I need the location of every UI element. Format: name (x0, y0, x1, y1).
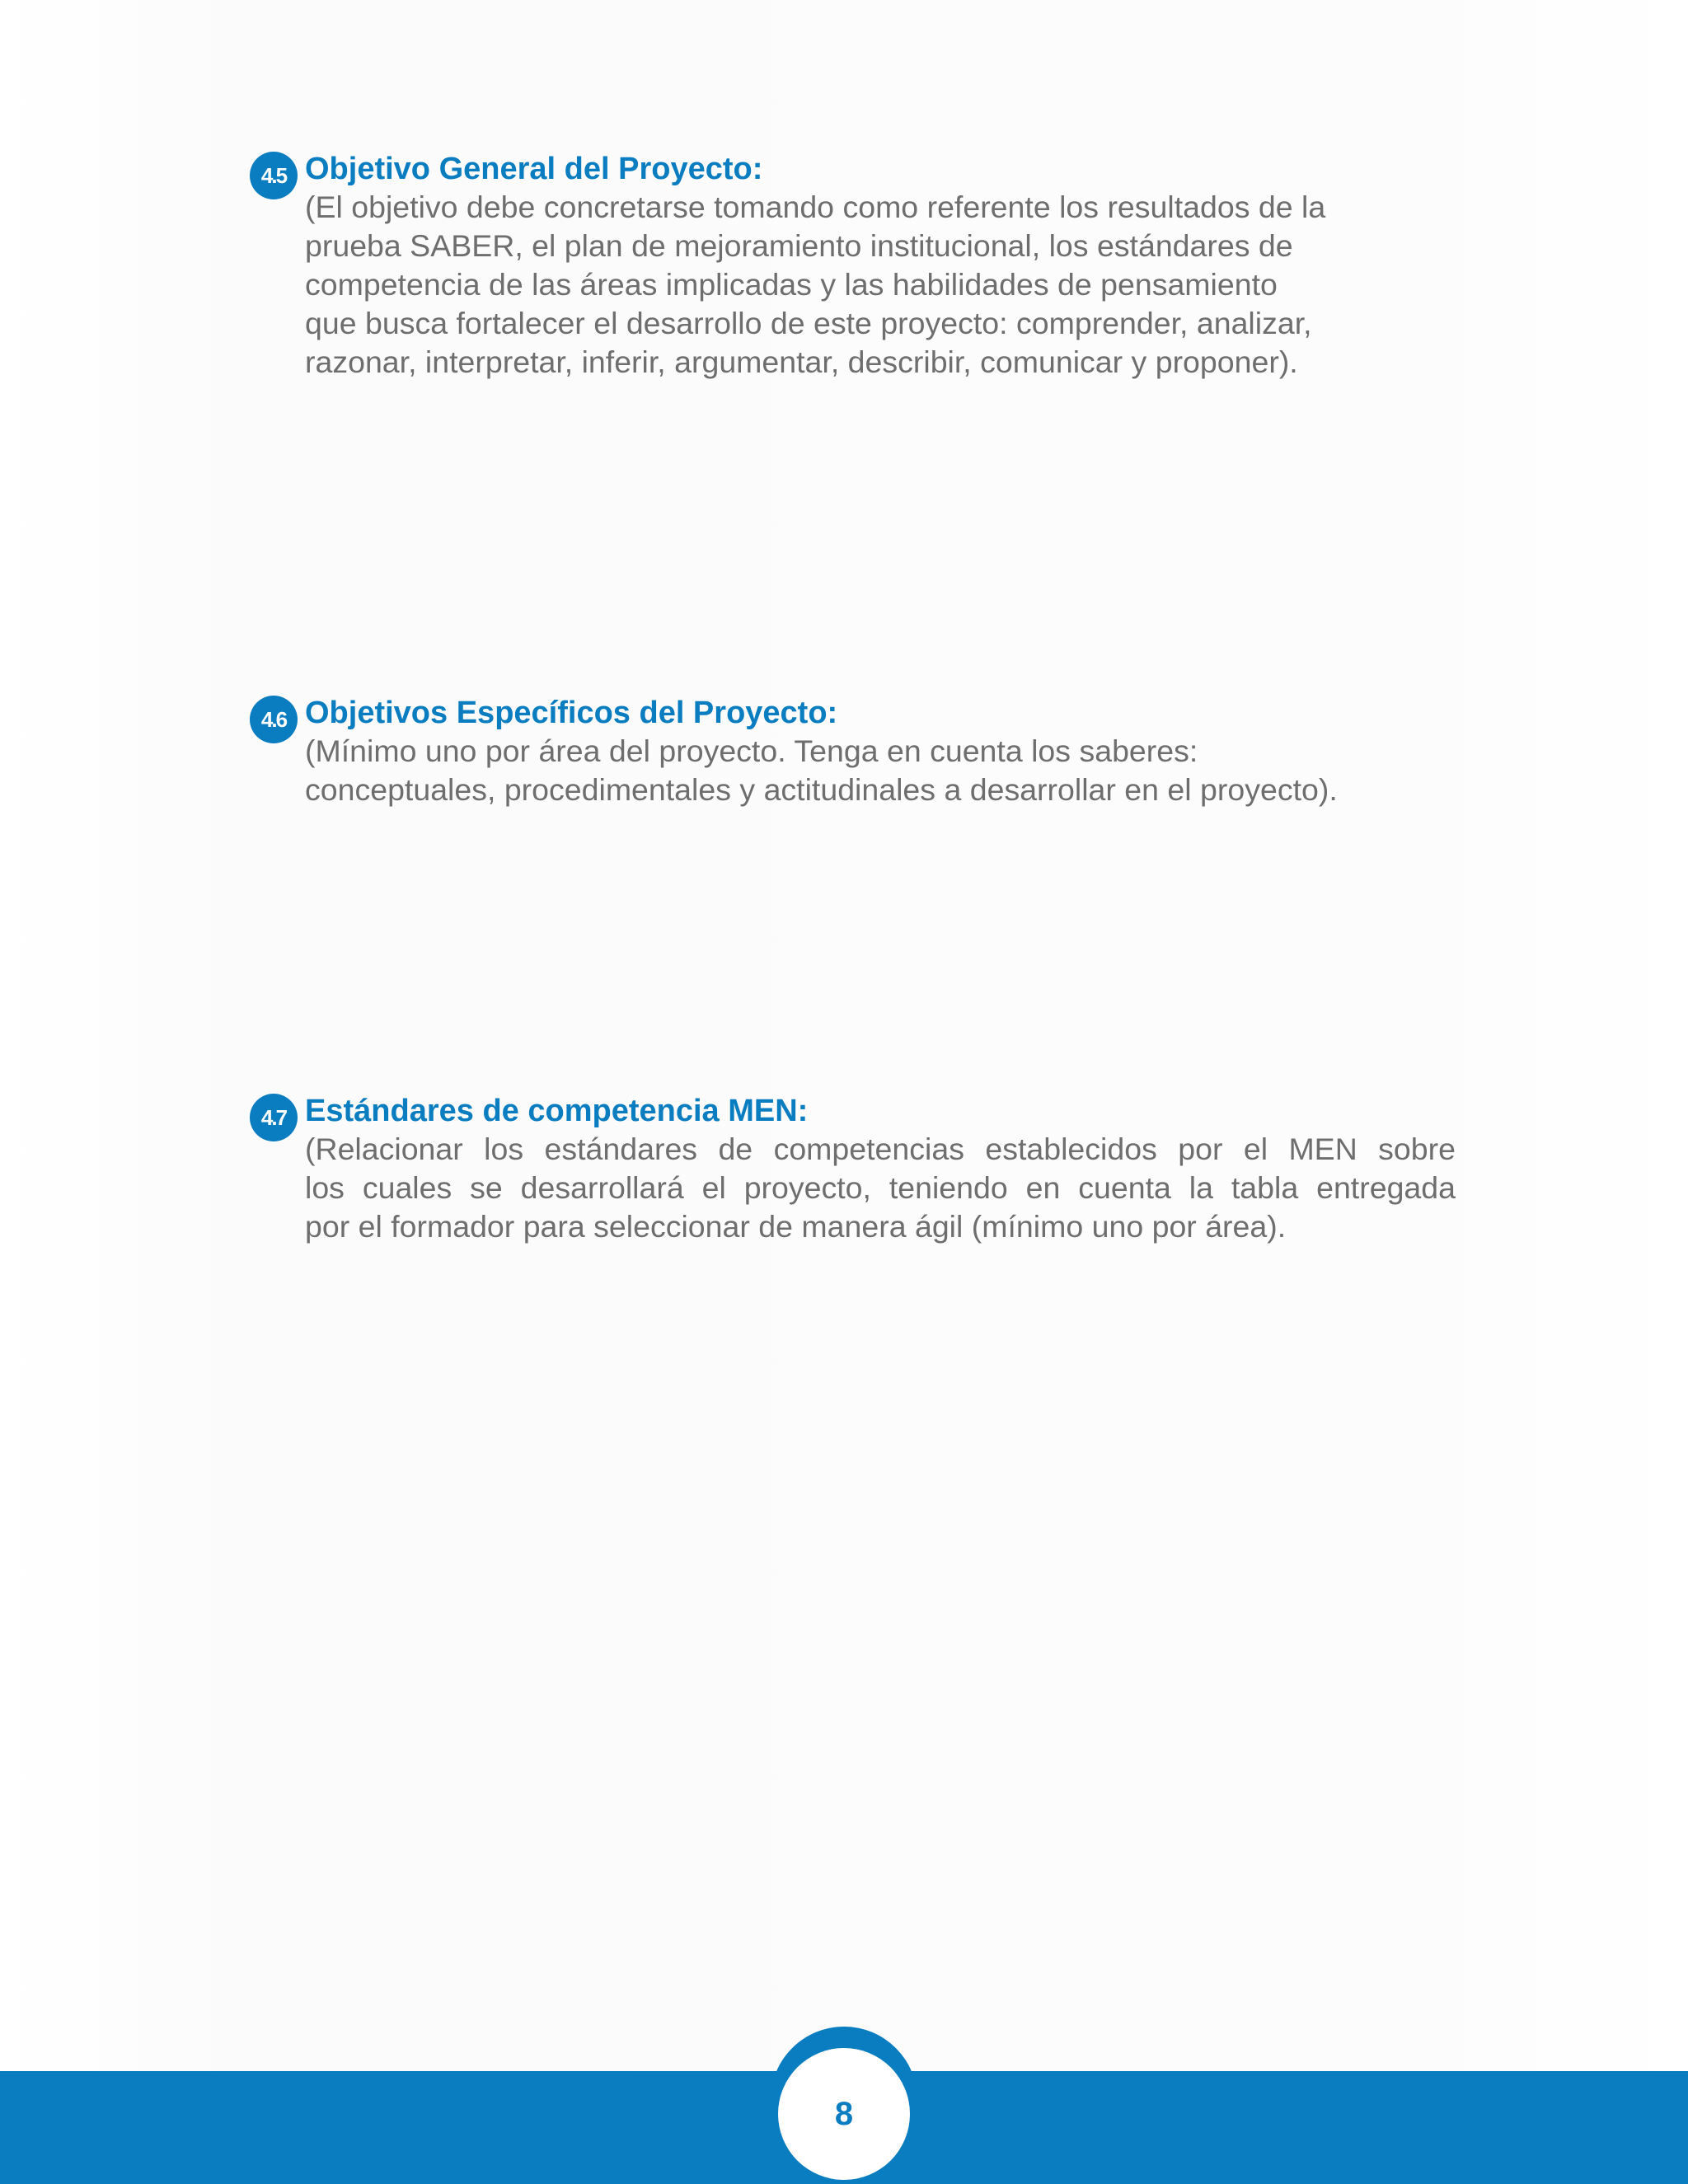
section-heading: Objetivos Específicos del Proyecto: (305, 696, 838, 730)
description-line: prueba SABER, el plan de mejoramiento institucional, los estándares de (305, 228, 1293, 263)
page-number: 8 (778, 2048, 910, 2180)
section-number-badge: 4.5 (250, 152, 298, 199)
description-line: (El objetivo debe concretarse tomando como referente los resultados de la (305, 190, 1326, 224)
section-description (305, 1130, 1456, 1246)
description-line: (Mínimo uno por área del proyecto. Tenga en cuenta los saberes: (305, 733, 1198, 768)
section-number-badge: 4.7 (250, 1094, 298, 1141)
description-line: los cuales se desarrollará el proyecto, teniendo en cuenta la tabla entregada (305, 1170, 1456, 1205)
description-line: conceptuales, procedimentales y actitudinales a desarrollar en el proyecto). (305, 772, 1338, 807)
section-number-badge: 4.6 (250, 696, 298, 743)
section-description (305, 732, 1338, 809)
description-line: por el formador para seleccionar de manera ágil (mínimo uno por área). (305, 1209, 1287, 1244)
description-line: razonar, interpretar, inferir, argumentar, describir, comunicar y proponer). (305, 344, 1298, 379)
section-description (305, 188, 1325, 382)
description-line: competencia de las áreas implicadas y las habilidades de pensamiento (305, 267, 1278, 302)
section-heading: Objetivo General del Proyecto: (305, 152, 763, 186)
description-line: que busca fortalecer el desarrollo de este proyecto: comprender, analizar, (305, 306, 1312, 340)
description-line: (Relacionar los estándares de competencias establecidos por el MEN sobre (305, 1132, 1456, 1166)
section-heading: Estándares de competencia MEN: (305, 1094, 809, 1128)
